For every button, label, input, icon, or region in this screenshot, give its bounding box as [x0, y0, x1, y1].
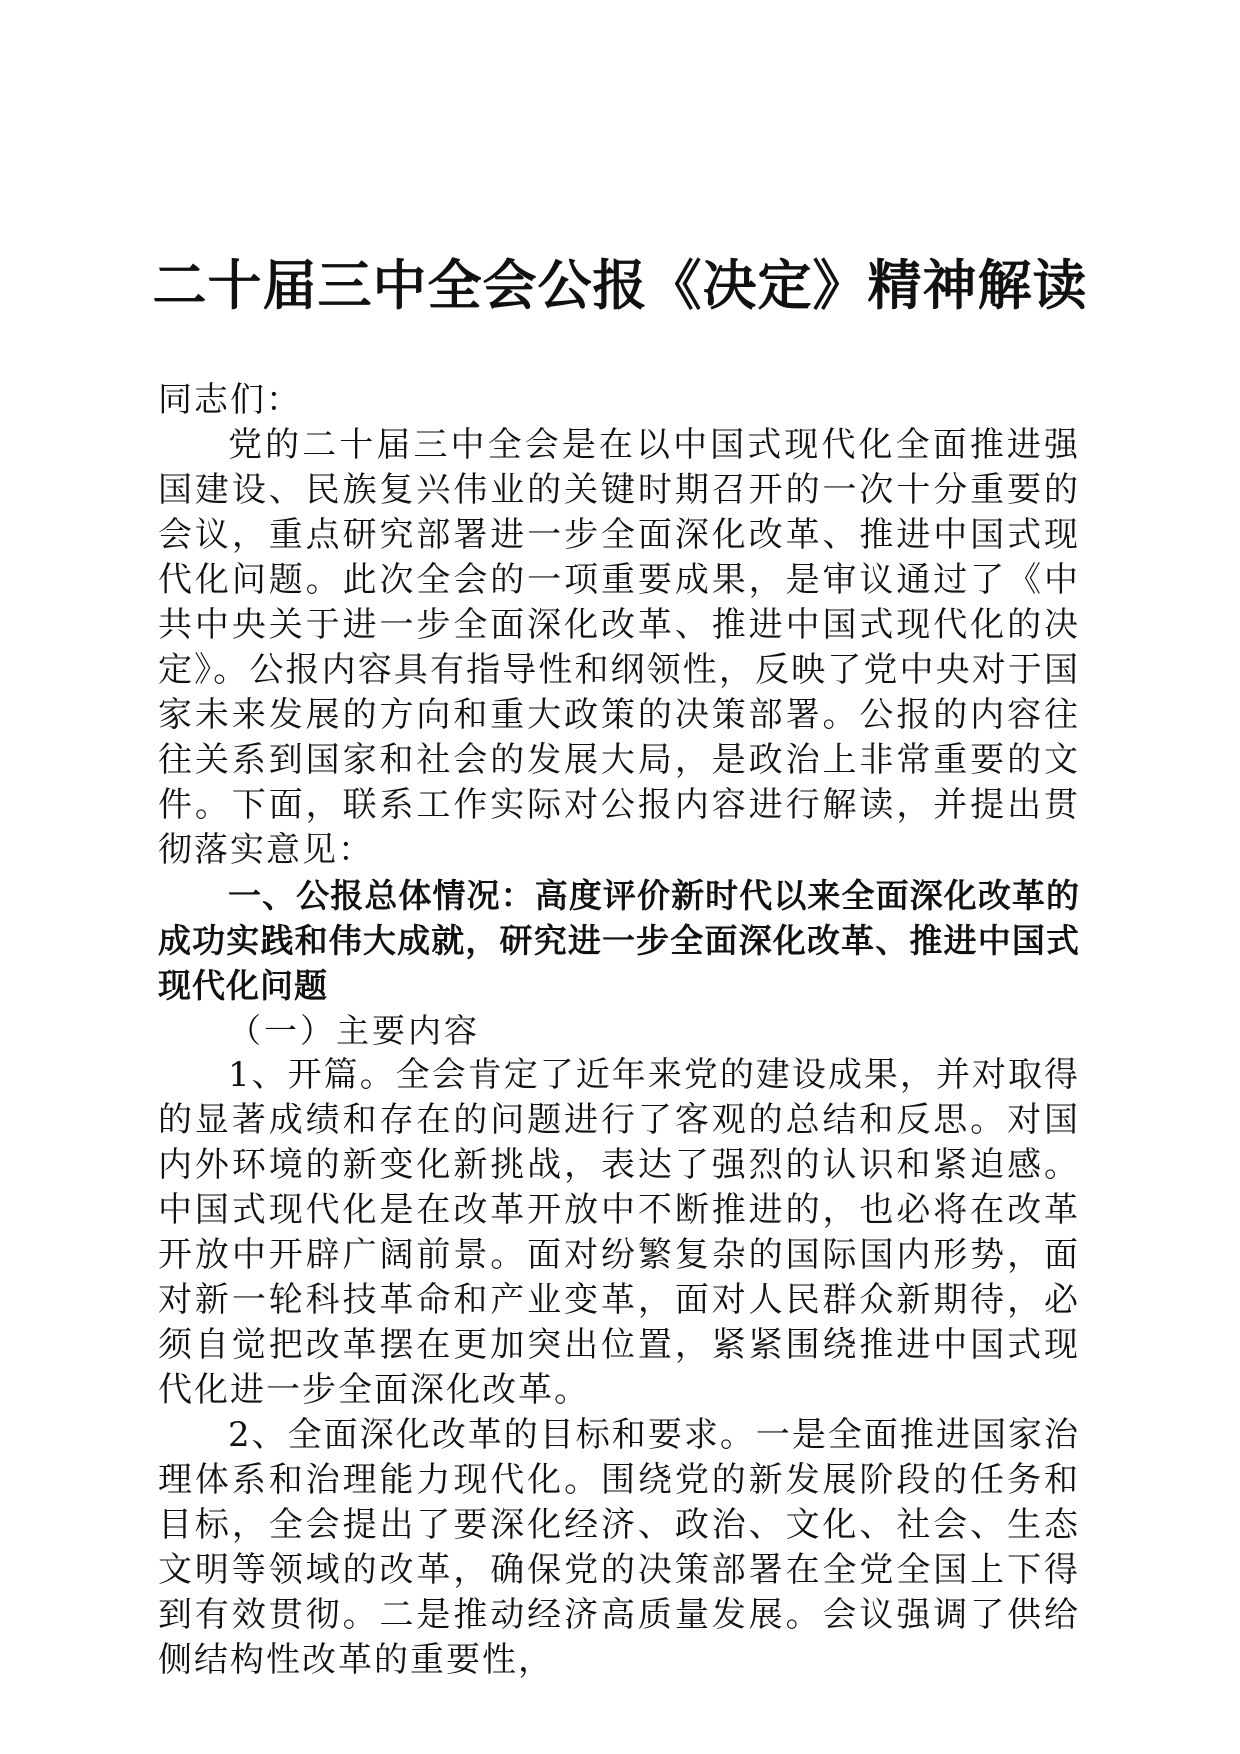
salutation: 同志们：	[158, 380, 302, 420]
document-body	[158, 378, 1080, 1683]
intro-paragraph: 党的二十届三中全会是在以中国式现代化全面推进强国建设、民族复兴伟业的关键时期召开的一次十分重要的会议，重点研究部署进一步全面深化改革、推进中国式现代化问题。此次全会的一项重要成果，是审议通过了《中共中央关于进一步全面深化改革、推进中国式现代化的决定》。公报内容具有指导性和纲领性，反映了党中央对于国家未来发展的方向和重大政策的决策部署。公报的内容往往关系到国家和社会的发展大局，是政治上非常重要的文件。下面，联系工作实际对公报内容进行解读，并提出贯彻落实意见：	[158, 425, 1080, 870]
paragraph-1: 1、开篇。全会肯定了近年来党的建设成果，并对取得的显著成绩和存在的问题进行了客观的总结和反思。对国内外环境的新变化新挑战，表达了强烈的认识和紧迫感。中国式现代化是在改革开放中不断推进的，也必将在改革开放中开辟广阔前景。面对纷繁复杂的国际国内形势，面对新一轮科技革命和产业变革，面对人民群众新期待，必须自觉把改革摆在更加突出位置，紧紧围绕推进中国式现代化进一步全面深化改革。	[158, 1055, 1080, 1410]
section-heading-1: 一、公报总体情况：高度评价新时代以来全面深化改革的成功实践和伟大成就，研究进一步全面深化改革、推进中国式现代化问题	[158, 876, 1080, 1005]
subsection-heading-1: （一）主要内容	[228, 1011, 480, 1050]
paragraph-2: 2、全面深化改革的目标和要求。一是全面推进国家治理体系和治理能力现代化。围绕党的新发展阶段的任务和目标，全会提出了要深化经济、政治、文化、社会、生态文明等领域的改革，确保党的决策部署在全党全国上下得到有效贯彻。二是推动经济高质量发展。会议强调了供给侧结构性改革的重要性，	[158, 1415, 1080, 1680]
document-title: 二十届三中全会公报《决定》精神解读	[152, 253, 1088, 317]
